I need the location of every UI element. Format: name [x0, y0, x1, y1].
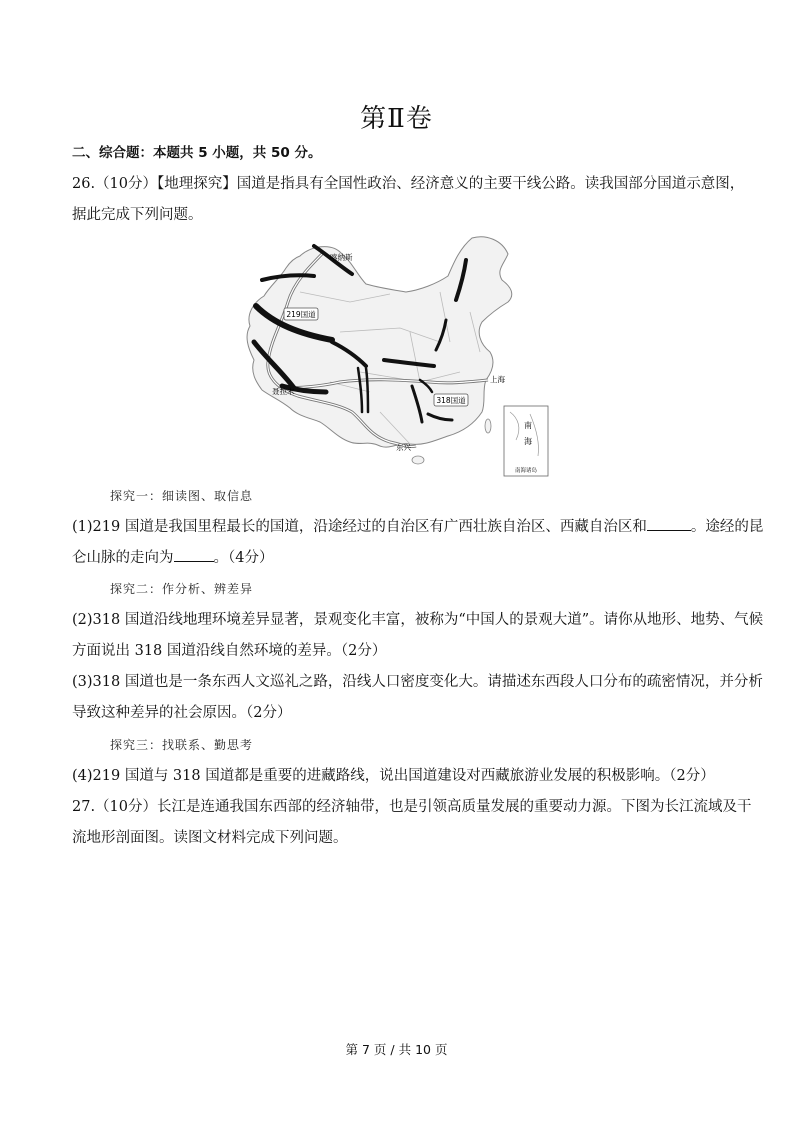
q26-sub1-line1 [72, 516, 764, 537]
q27-stem-line2: 流地形剖面图。读图文材料完成下列问题。 [72, 830, 348, 846]
probe-one-heading: 探究一：细读图、取信息 [110, 489, 254, 503]
q26-sub4: (4)219 国道与 318 国道都是重要的进藏路线，说出国道建设对西藏旅游业发展的积极影响。（2分） [72, 768, 715, 784]
q26-sub2-line1: (2)318 国道沿线地理环境差异显著，景观变化丰富，被称为“中国人的景观大道”。请你从地形、地势、气候 [72, 612, 764, 628]
q26-sub1-text-b: 仑山脉的走向为 [72, 550, 174, 566]
q26-sub1-line2 [72, 547, 727, 568]
q26-sub3-line2: 导致这种差异的社会原因。（2分） [72, 705, 292, 721]
q26-sub1-text-a: (1)219 国道是我国里程最长的国道，沿途经过的自治区有广西壮族自治区、西藏自治区和 [72, 519, 647, 535]
inset-label-islands: 南海诸岛 [514, 468, 538, 474]
page-title: 第Ⅱ卷 [360, 104, 433, 134]
label-dongxing: 东兴 [396, 443, 411, 452]
probe-three-heading: 探究三：找联系、勤思考 [110, 738, 254, 752]
road-219-label: 219国道 [286, 310, 316, 319]
q27-stem-line1: 27.（10分）长江是连通我国东西部的经济轴带，也是引领高质量发展的重要动力源。下图为长江流域及干 [72, 799, 752, 815]
q26-sub3-line1: (3)318 国道也是一条东西人文巡礼之路，沿线人口密度变化大。请描述东西段人口分布的疏密情况，并分析 [72, 674, 763, 690]
inset-label-nan: 南 [524, 421, 532, 430]
q26-stem-line2: 据此完成下列问题。 [72, 207, 203, 223]
label-kanas: 喀纳斯 [330, 253, 353, 262]
probe-two-heading: 探究二：作分析、辨差异 [110, 582, 254, 596]
taiwan-island [485, 419, 491, 433]
china-outline [247, 237, 512, 447]
section-heading: 二、综合题：本题共 5 小题，共 50 分。 [72, 145, 322, 161]
page-footer: 第 7 页 / 共 10 页 [345, 1042, 448, 1057]
answer-blank-2[interactable] [174, 547, 214, 562]
inset-label-hai: 海 [524, 437, 532, 446]
q26-stem-line1: 26.（10分）【地理探究】国道是指具有全国性政治、经济意义的主要干线公路。读我国部分国道示意图， [72, 176, 745, 192]
hainan-island [412, 456, 424, 464]
q26-sub1-text-a-end: 。途经的昆 [690, 519, 764, 535]
china-national-road-map [240, 232, 552, 478]
q26-sub2-line2: 方面说出 318 国道沿线自然环境的差异。（2分） [72, 643, 387, 659]
road-318-label: 318国道 [436, 396, 466, 405]
label-shanghai: 上海 [490, 375, 505, 384]
answer-blank-1[interactable] [647, 516, 691, 531]
label-zhangmu: 聂拉木 [272, 387, 295, 396]
q26-sub1-text-b-end: 。（4分） [213, 550, 274, 566]
